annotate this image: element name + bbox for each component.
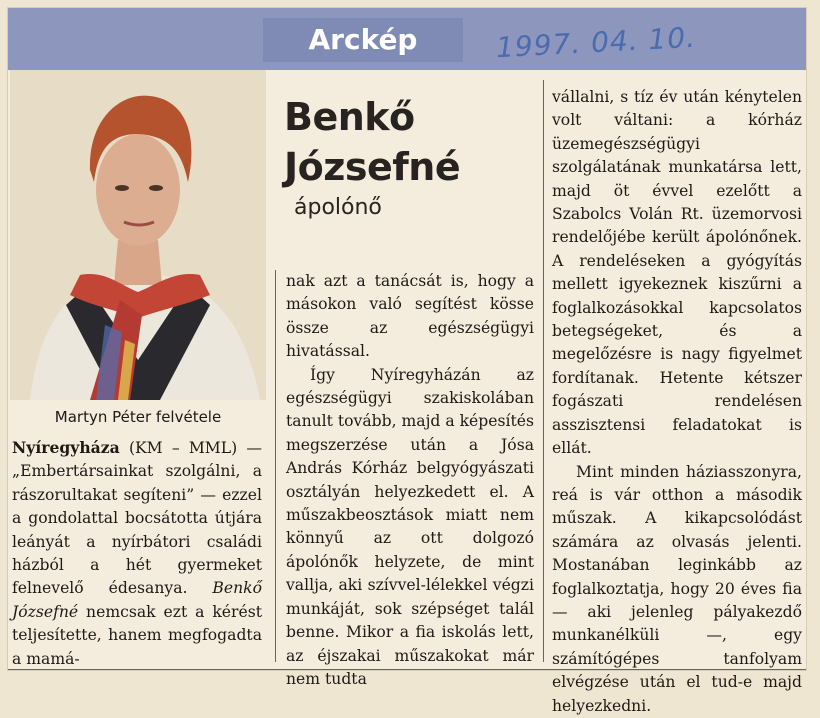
paragraph: Mint minden háziasszonyra, reá is vár otthon a második műszak. A kikapcsolódást számára az olvasás jelenti. Mostanában leginkább az foglalkoztatja, hogy 20 éves fia — aki jelenleg pályakezdő munkanélküli —, egy számítógépes tanfolyam elvégzése után el tud-e majd helyezkedni. — [552, 462, 802, 715]
subject-name: Benkő Józsefné — [12, 579, 262, 621]
photo-caption: Martyn Péter felvétele — [54, 408, 222, 426]
article-headline — [284, 92, 460, 192]
bottom-rule — [8, 669, 806, 670]
paragraph: vállalni, s tíz év után kénytelen volt váltani: a kórház üzemegészségügyi szolgálatának munkatársa lett, majd öt évvel ezelőtt a Szabolcs Volán Rt. üzemorvosi rendelőjébe került ápolónőnek. A rendeléseken a gyógyítás mellett igyekeznek kiszűrni a foglalkozásokkal kapcsolatos betegségeket, és a megelőzésre is nagy figyelmet fordítanak. Hetente kétszer fogászati rendelésen asszisztensi feladatokat is ellát. — [552, 88, 802, 458]
paragraph: nak azt a tanácsát is, hogy a másokon való segítést kösse össze az egészségügyi hivatással. — [286, 272, 534, 361]
column-divider — [275, 270, 276, 662]
portrait-photo — [10, 70, 266, 400]
article-column-2 — [286, 270, 534, 691]
section-banner — [8, 8, 806, 70]
portrait-image — [10, 70, 266, 400]
handwritten-date: 1997. 04. 10. — [495, 20, 697, 65]
section-title: Arckép — [263, 18, 463, 62]
article-subtitle: ápolónő — [294, 195, 382, 220]
headline-line-1: Benkő — [284, 95, 415, 139]
headline-line-2: Józsefné — [284, 145, 461, 189]
article-column-3 — [552, 86, 802, 718]
article-column-1 — [12, 436, 262, 671]
body-text: (KM – MML) — „Embertársainkat szolgálni, a rászorultakat segíteni” — ezzel a gondolattal bocsátotta útjára leányát a nyírbátori családi házból a hét gyermeket felnevelő édesanya. — [12, 439, 262, 598]
dateline-place: Nyíregyháza — [12, 438, 120, 457]
body-text: nemcsak ezt a kérést teljesítette, hanem megfogadta a mamá- — [12, 602, 262, 668]
column-divider — [543, 80, 544, 662]
paragraph: Így Nyíregyházán az egészségügyi szakiskolában tanult tovább, majd a képesítés megszerzése után a Jósa András Kórház belgyógyászati osztályán helyezkedett el. A műszakbeosztások miatt nem könnyű az ott dolgozó ápolónők helyzete, de mint vallja, aki szívvel-lélekkel végzi munkáját, sok szépséget talál benne. Mikor a fia iskolás lett, az éjszakai műszakokat már nem tudta — [286, 365, 534, 688]
newspaper-clipping — [8, 8, 806, 715]
